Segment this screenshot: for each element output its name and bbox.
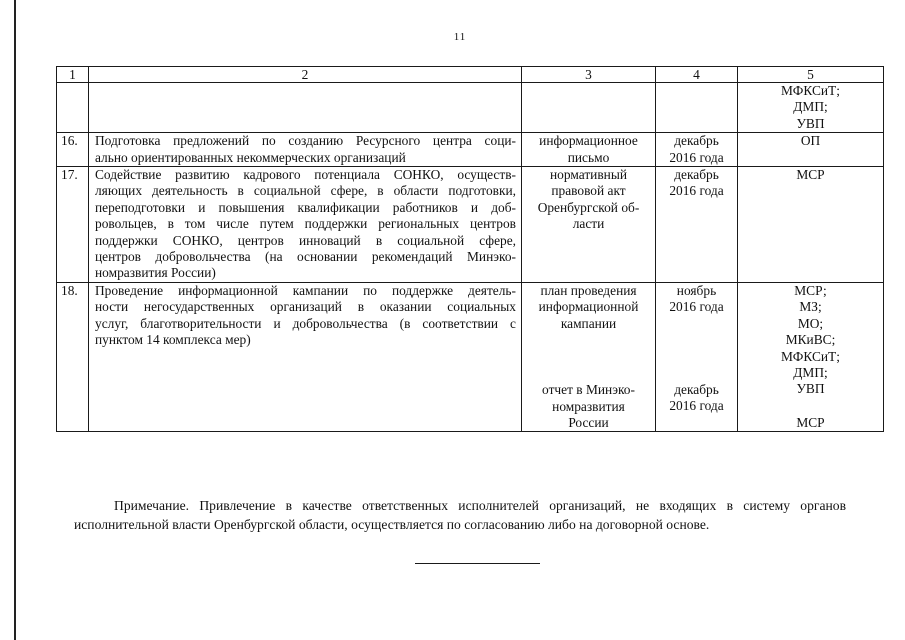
table-row-16 [57,133,884,167]
measure-line: Содействие развитию кадрового потенциала СОНКО, осуществ- [95,167,516,183]
table-row-continued [57,83,884,133]
form-line: номразвития [552,398,625,414]
measure-line: Проведение информационной кампании по поддержке деятель- [95,282,516,298]
executor-line: ОП [800,133,821,149]
cell-measure [89,167,522,283]
cell-form [522,83,656,133]
cell-deadline [656,133,738,167]
measure-line: ности негосударственных организаций в оказании социальных [95,299,516,315]
date-line: 2016 года [669,299,724,315]
col-header-number: 1 [57,67,89,83]
cell-executors [738,282,884,431]
footnote [74,497,846,534]
executor-line: МФКСиТ; [781,83,840,98]
table-row-18 [57,282,884,431]
cell-number: 18. [57,282,89,431]
date-line: 2016 года [669,183,724,199]
executor-line: ДМП; [793,364,828,380]
report-form [526,382,651,431]
form-line: нормативный [549,167,627,183]
executor-line: УВП [796,381,825,397]
measure-line: ровольцев, в том числе путем поддержки региональных центров [95,216,516,232]
measure-line: пунктом 14 комплекса мер) [95,332,251,348]
measure-line: ляющих деятельность в социальной сфере, в области подготовки, [95,183,516,199]
cell-form [522,282,656,431]
cell-measure [89,282,522,431]
executor-line: МФКСиТ; [781,348,840,364]
measures-table [56,66,884,432]
executor-line: МКиВС; [785,332,836,348]
col-header-measure: 2 [89,67,522,83]
form-line: отчет в Минэко- [542,382,635,398]
report-deadline [660,382,733,415]
cell-number: 17. [57,167,89,283]
date-line: ноябрь [676,282,717,298]
form-line: кампании [560,315,617,331]
cell-deadline [656,167,738,283]
cell-measure [89,83,522,133]
cell-executors [738,83,884,133]
col-header-form: 3 [522,67,656,83]
cell-form [522,167,656,283]
measure-line: услуг, благотворительности и добровольчества (в соответствии с [95,315,516,331]
measure-line: номразвития России) [95,265,216,281]
form-line: информационной [538,299,639,315]
footnote-line: Примечание. Привлечение в качестве ответственных исполнителей организаций, не входящих в систему органов [114,498,846,513]
form-line: Оренбургской об- [537,199,640,215]
form-line: России [568,414,609,430]
table-row-17 [57,167,884,283]
form-line: информационное [539,133,638,149]
date-line: декабрь [674,133,719,149]
measure-line: поддержки СОНКО, центров инноваций в социальной сфере, [95,232,516,248]
cell-executors [738,133,884,167]
executor-line: ДМП; [793,99,828,115]
measure-line: переподготовки и повышения квалификации работников и доб- [95,199,516,215]
cell-form [522,133,656,167]
form-line: ласти [572,216,605,232]
executor-line: МЗ; [799,299,822,315]
measure-line: ально ориентированных некоммерческих организаций [95,149,406,165]
col-header-deadline: 4 [656,67,738,83]
executor-line: УВП [796,115,825,131]
cell-deadline [656,83,738,133]
cell-deadline [656,282,738,431]
date-line: 2016 года [669,149,724,165]
footnote-line: исполнительной власти Оренбургской области, осуществляется по согласованию либо на договорной основе. [74,516,710,532]
date-line: декабрь [674,381,719,397]
page-left-edge [14,0,16,640]
form-line: правовой акт [551,183,626,199]
form-line: письмо [567,149,610,165]
table-header-row [57,67,884,83]
page-number: 11 [453,31,467,43]
cell-executors [738,167,884,283]
col-header-executors: 5 [738,67,884,83]
cell-number [57,83,89,133]
measure-line: Подготовка предложений по созданию Ресурсного центра соци- [95,133,516,149]
executor-line: МСР [796,414,825,430]
form-line: план проведения [540,282,637,298]
date-line: 2016 года [669,398,724,414]
cell-measure [89,133,522,167]
cell-number: 16. [57,133,89,167]
executor-line: МСР [796,167,825,183]
date-line: декабрь [674,167,719,183]
measure-line: центров добровольчества (на основании рекомендаций Минэко- [95,249,516,265]
end-rule [415,563,540,564]
report-executors [742,415,879,431]
executor-line: МСР; [794,282,827,298]
executor-line: МО; [797,315,824,331]
